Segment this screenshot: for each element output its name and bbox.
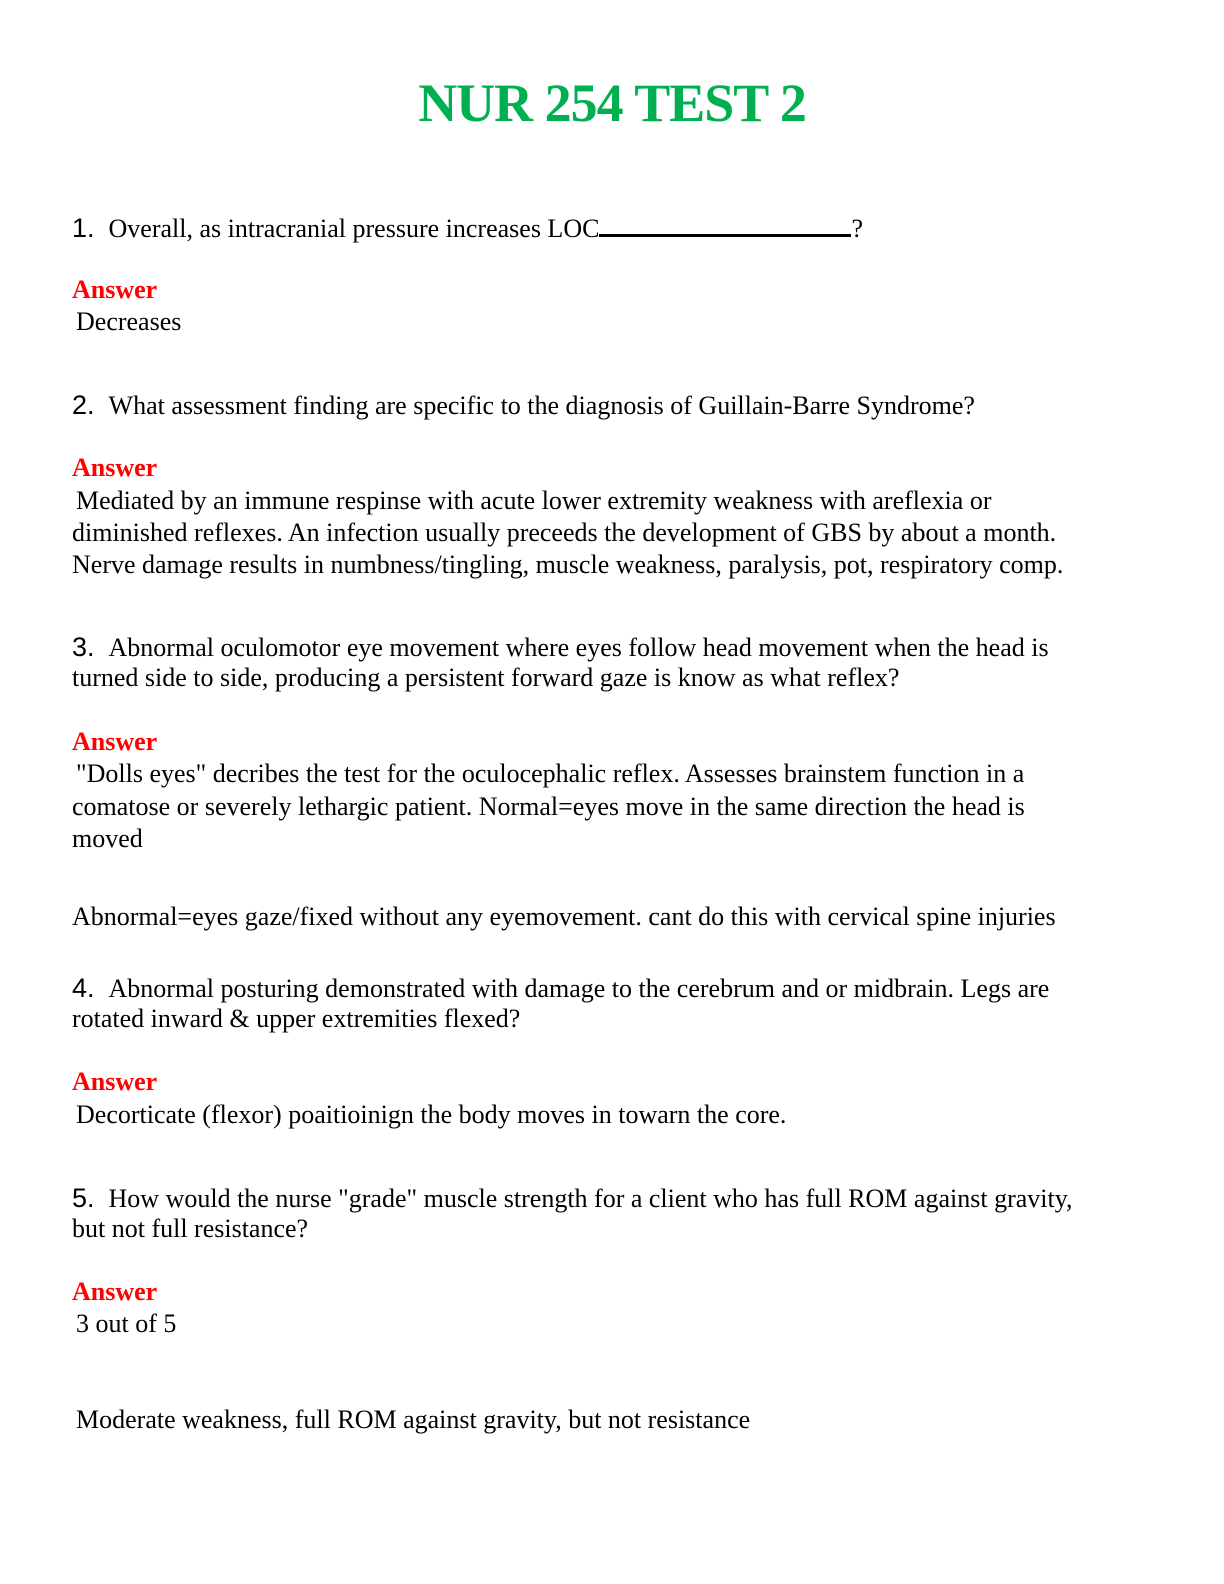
answer-label: Answer <box>72 727 158 756</box>
question-5 <box>72 1183 1073 1214</box>
question-4 <box>72 973 1049 1004</box>
answer-text: Decreases <box>76 307 182 336</box>
fill-in-blank <box>599 212 851 237</box>
answer-text: diminished reflexes. An infection usually preceeds the development of GBS by about a month. <box>72 518 1057 547</box>
answer-extra: Abnormal=eyes gaze/fixed without any eyemovement. cant do this with cervical spine injuries <box>72 902 1056 931</box>
answer-extra: Moderate weakness, full ROM against gravity, but not resistance <box>76 1405 751 1434</box>
question-suffix: ? <box>851 214 863 243</box>
question-text: rotated inward & upper extremities flexed? <box>72 1004 521 1033</box>
question-text: Abnormal posturing demonstrated with damage to the cerebrum and or midbrain. Legs are <box>108 974 1050 1003</box>
answer-text: moved <box>72 824 143 853</box>
question-number: 3. <box>72 632 95 662</box>
question-text: Abnormal oculomotor eye movement where eyes follow head movement when the head is <box>108 633 1049 662</box>
answer-text: comatose or severely lethargic patient. Normal=eyes move in the same direction the head is <box>72 792 1025 821</box>
question-3 <box>72 632 1049 663</box>
question-1 <box>72 212 863 244</box>
answer-label: Answer <box>72 1067 158 1096</box>
question-number: 5. <box>72 1183 95 1213</box>
answer-text: Decorticate (flexor) poaitioinign the body moves in towarn the core. <box>76 1100 787 1129</box>
answer-label: Answer <box>72 275 158 304</box>
answer-label: Answer <box>72 453 158 482</box>
answer-label: Answer <box>72 1277 158 1306</box>
question-text: but not full resistance? <box>72 1214 309 1243</box>
answer-text: "Dolls eyes" decribes the test for the oculocephalic reflex. Assesses brainstem function in a <box>76 759 1025 788</box>
page-title: NUR 254 TEST 2 <box>418 73 806 133</box>
question-text: turned side to side, producing a persistent forward gaze is know as what reflex? <box>72 663 900 692</box>
question-number: 2. <box>72 390 95 420</box>
question-number: 1. <box>72 213 95 243</box>
question-number: 4. <box>72 973 95 1003</box>
question-text: How would the nurse "grade" muscle strength for a client who has full ROM against gravity, <box>108 1184 1073 1213</box>
answer-text: 3 out of 5 <box>76 1309 177 1338</box>
question-text: Overall, as intracranial pressure increases LOC <box>108 214 600 243</box>
question-2 <box>72 390 975 421</box>
answer-text: Mediated by an immune respinse with acute lower extremity weakness with areflexia or <box>76 486 992 515</box>
answer-text: Nerve damage results in numbness/tingling, muscle weakness, paralysis, pot, respiratory comp. <box>72 550 1064 579</box>
question-text: What assessment finding are specific to the diagnosis of Guillain-Barre Syndrome? <box>108 391 975 420</box>
